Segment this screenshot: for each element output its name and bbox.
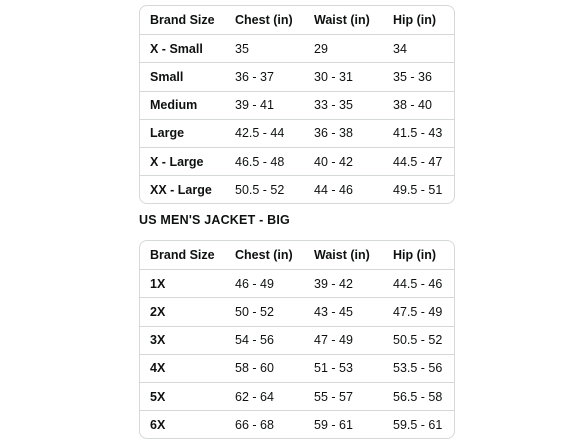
chest-cell: 36 - 37 (235, 69, 274, 84)
header-chest: Chest (in) (235, 13, 293, 28)
chest-cell: 58 - 60 (235, 361, 274, 376)
hip-cell: 49.5 - 51 (393, 182, 443, 197)
table-row (140, 175, 454, 203)
chest-cell: 46.5 - 48 (235, 154, 285, 169)
waist-cell: 30 - 31 (314, 69, 353, 84)
size-cell: 2X (150, 304, 166, 319)
table-row (140, 269, 454, 297)
size-cell: XX - Large (150, 182, 212, 197)
table-row (140, 297, 454, 325)
hip-cell: 44.5 - 46 (393, 276, 443, 291)
waist-cell: 33 - 35 (314, 98, 353, 113)
header-chest: Chest (in) (235, 248, 293, 263)
size-cell: X - Small (150, 41, 203, 56)
waist-cell: 43 - 45 (314, 304, 353, 319)
table-header-row (140, 241, 454, 269)
hip-cell: 41.5 - 43 (393, 126, 443, 141)
table-row (140, 34, 454, 62)
chest-cell: 54 - 56 (235, 333, 274, 348)
hip-cell: 47.5 - 49 (393, 304, 443, 319)
header-hip: Hip (in) (393, 248, 437, 263)
size-cell: 3X (150, 333, 166, 348)
header-waist: Waist (in) (314, 13, 370, 28)
table-row (140, 382, 454, 410)
header-hip: Hip (in) (393, 13, 437, 28)
size-cell: 5X (150, 389, 166, 404)
waist-cell: 59 - 61 (314, 417, 353, 432)
waist-cell: 36 - 38 (314, 126, 353, 141)
hip-cell: 44.5 - 47 (393, 154, 443, 169)
chest-cell: 46 - 49 (235, 276, 274, 291)
chest-cell: 62 - 64 (235, 389, 274, 404)
chest-cell: 50 - 52 (235, 304, 274, 319)
waist-cell: 44 - 46 (314, 182, 353, 197)
table-row (140, 119, 454, 147)
waist-cell: 39 - 42 (314, 276, 353, 291)
table-row (140, 326, 454, 354)
header-waist: Waist (in) (314, 248, 370, 263)
size-cell: Medium (150, 98, 198, 113)
hip-cell: 50.5 - 52 (393, 333, 443, 348)
hip-cell: 34 (393, 41, 407, 56)
waist-cell: 55 - 57 (314, 389, 353, 404)
hip-cell: 38 - 40 (393, 98, 432, 113)
section-title-big: US MEN'S JACKET - BIG (139, 213, 290, 227)
size-cell: 4X (150, 361, 166, 376)
table-row (140, 147, 454, 175)
header-brand-size: Brand Size (150, 13, 215, 28)
chest-cell: 39 - 41 (235, 98, 274, 113)
size-table-big (139, 240, 455, 439)
waist-cell: 40 - 42 (314, 154, 353, 169)
hip-cell: 53.5 - 56 (393, 361, 443, 376)
table-row (140, 62, 454, 90)
chest-cell: 42.5 - 44 (235, 126, 285, 141)
table-row (140, 91, 454, 119)
hip-cell: 56.5 - 58 (393, 389, 443, 404)
waist-cell: 51 - 53 (314, 361, 353, 376)
header-brand-size: Brand Size (150, 248, 215, 263)
size-cell: 1X (150, 276, 166, 291)
size-cell: Large (150, 126, 185, 141)
table-row (140, 410, 454, 438)
hip-cell: 35 - 36 (393, 69, 432, 84)
chest-cell: 50.5 - 52 (235, 182, 285, 197)
size-table-regular (139, 5, 455, 204)
waist-cell: 29 (314, 41, 328, 56)
size-cell: X - Large (150, 154, 204, 169)
size-cell: Small (150, 69, 184, 84)
chest-cell: 66 - 68 (235, 417, 274, 432)
size-cell: 6X (150, 417, 166, 432)
table-row (140, 354, 454, 382)
table-header-row (140, 6, 454, 34)
hip-cell: 59.5 - 61 (393, 417, 443, 432)
chest-cell: 35 (235, 41, 249, 56)
waist-cell: 47 - 49 (314, 333, 353, 348)
